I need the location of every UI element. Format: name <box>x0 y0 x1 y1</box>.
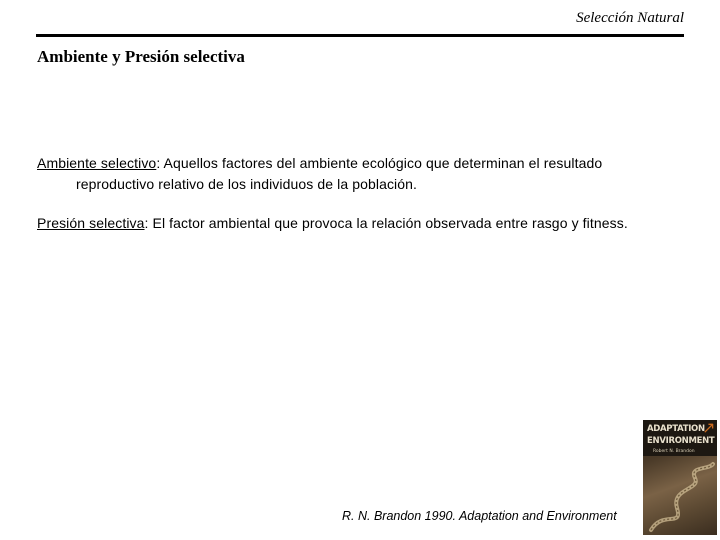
book-title-line2: ENVIRONMENT <box>647 436 715 446</box>
slide-title: Ambiente y Presión selectiva <box>37 47 245 66</box>
book-title-line1: ADAPTATION <box>647 424 705 434</box>
book-cover-image <box>643 420 717 535</box>
definition-term: Ambiente selectivo <box>37 155 157 171</box>
header-title: Selección Natural <box>576 10 684 26</box>
definition-text-continued: reproductivo relativo de los individuos de la población. <box>76 176 418 192</box>
definition-ambiente-selectivo <box>37 153 677 195</box>
definition-text: : El factor ambiental que provoca la relación observada entre rasgo y fitness. <box>144 215 628 231</box>
definition-term: Presión selectiva <box>37 215 145 231</box>
header-rule <box>36 34 684 37</box>
book-author: Robert N. Brandon <box>653 449 695 454</box>
definition-presion-selectiva <box>37 213 677 234</box>
snake-image <box>643 460 717 535</box>
link-arrow-icon[interactable]: ↗ <box>702 418 716 437</box>
definition-text: : Aquellos factores del ambiente ecológico que determinan el resultado <box>156 155 603 171</box>
citation: R. N. Brandon 1990. Adaptation and Environment <box>342 509 617 523</box>
